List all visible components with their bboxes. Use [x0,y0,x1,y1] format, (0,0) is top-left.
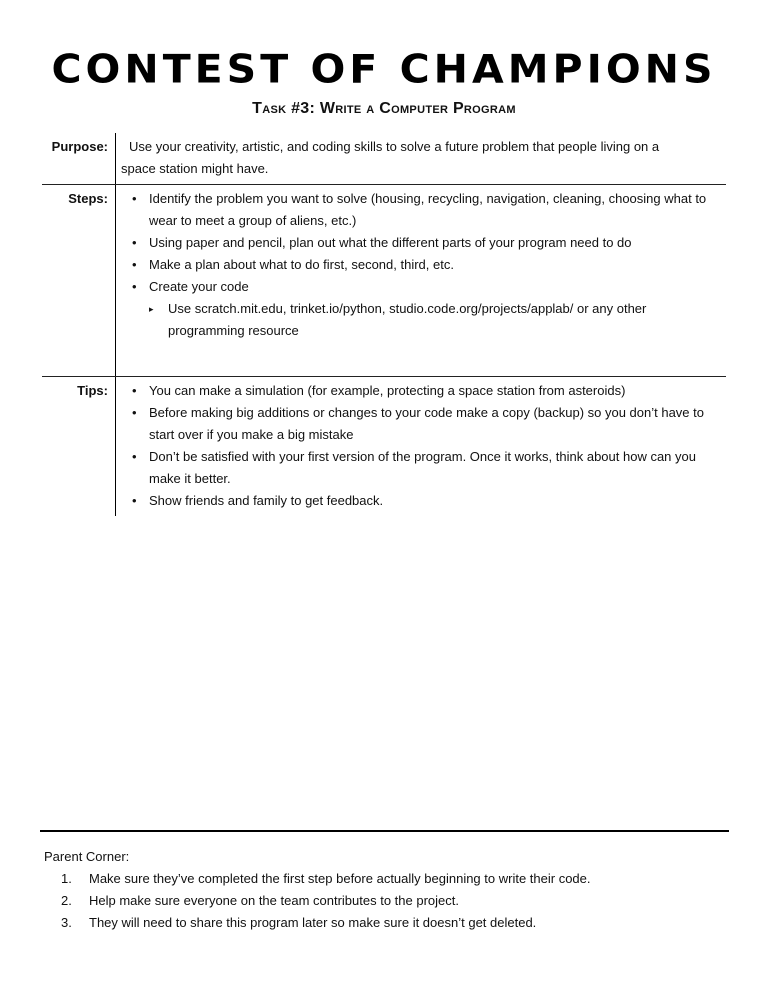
parent-corner-title: Parent Corner: [44,849,130,864]
list-item [116,232,716,254]
tip-text: Don’t be satisfied with your first version of the program. Once it works, think about how can you make it better. [149,449,696,486]
list-item [44,868,591,890]
steps-label: Steps: [68,191,108,206]
tip-text: You can make a simulation (for example, protecting a space station from asteroids) [149,383,626,398]
step-text: Make a plan about what to do first, second, third, etc. [149,257,454,272]
purpose-text-line2: space station might have. [121,161,269,176]
list-item [116,188,716,232]
list-item [44,912,591,934]
parent-corner-divider [40,830,729,832]
steps-list [116,188,716,342]
steps-sublist [149,298,716,342]
purpose-text-line1: Use your creativity, artistic, and coding skills to solve a future problem that people living on a [129,139,660,154]
list-number: 1. [61,871,72,886]
purpose-label: Purpose: [51,139,108,154]
list-number: 2. [61,893,72,908]
tips-list [116,380,716,512]
row-divider-purpose [42,184,726,185]
task-subtitle: Task #3: Write a Computer Program [252,100,516,117]
list-item [116,380,716,402]
tips-label: Tips: [77,383,108,398]
parent-tip-text: Help make sure everyone on the team contributes to the project. [89,893,459,908]
list-item [44,890,591,912]
parent-tip-text: They will need to share this program later so make sure it doesn’t get deleted. [89,915,537,930]
list-item [116,254,716,276]
page-title: CONTEST OF CHAMPIONS [51,46,717,92]
list-item [116,276,716,342]
list-item [116,490,716,512]
step-text: Create your code [149,279,249,294]
sub-list-item [149,298,716,342]
tip-text: Show friends and family to get feedback. [149,493,384,508]
list-item [116,402,716,446]
row-divider-steps [42,376,726,377]
resource-text: Use scratch.mit.edu, trinket.io/python, studio.code.org/projects/applab/ or any other programming resource [168,301,647,338]
parent-tip-text: Make sure they’ve completed the first step before actually beginning to write their code. [89,871,591,886]
parent-corner-list [44,868,591,934]
step-text: Using paper and pencil, plan out what the different parts of your program need to do [149,235,632,250]
list-number: 3. [61,915,72,930]
step-text: Identify the problem you want to solve (housing, recycling, navigation, cleaning, choosing what to wear to meet a group of aliens, etc.) [149,191,707,228]
tip-text: Before making big additions or changes to your code make a copy (backup) so you don’t have to start over if you make a big mistake [149,405,704,442]
list-item [116,446,716,490]
